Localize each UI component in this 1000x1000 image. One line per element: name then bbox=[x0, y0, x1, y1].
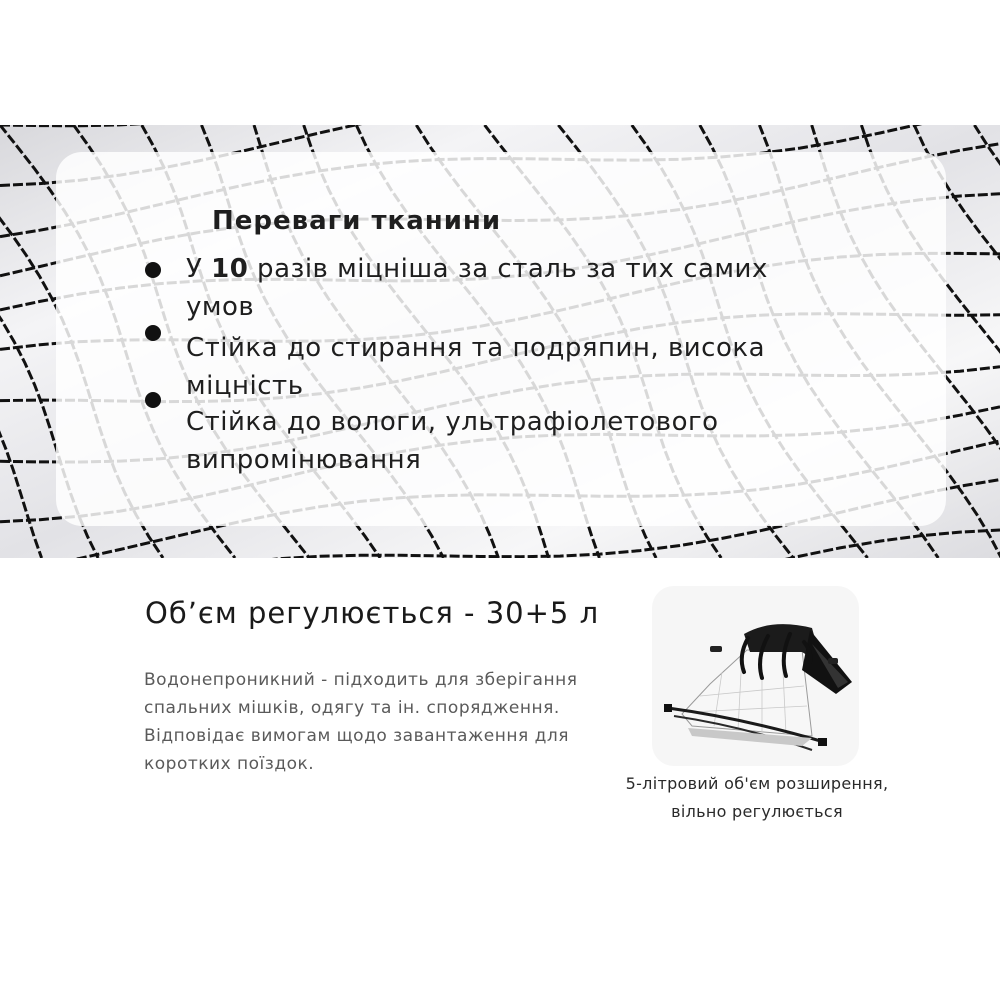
volume-description-line: спальних мішків, одягу та ін. спорядження. bbox=[144, 698, 560, 718]
bullet-dot-icon bbox=[145, 262, 161, 278]
bullet-dot-icon bbox=[145, 325, 161, 341]
volume-description-line: коротких поїздок. bbox=[144, 754, 315, 774]
benefit-moisture-line2: випромінювання bbox=[186, 445, 422, 475]
benefit-moisture-line1: Стійка до вологи, ультрафіолетового bbox=[186, 407, 719, 437]
benefit-strength-line2: умов bbox=[186, 292, 255, 322]
product-caption-line: вільно регулюється bbox=[671, 802, 843, 821]
bullet-dot-icon bbox=[145, 392, 161, 408]
benefit-strength-suffix: разів міцніша за сталь за тих самих bbox=[248, 254, 768, 284]
product-caption bbox=[600, 770, 914, 826]
volume-description-line: Водонепроникний - підходить для зберігання bbox=[144, 670, 578, 690]
volume-description-line: Відповідає вимогам щодо завантаження для bbox=[144, 726, 569, 746]
fabric-benefits-card bbox=[56, 152, 946, 526]
volume-description bbox=[144, 666, 634, 778]
fabric-benefits-title: Переваги тканини bbox=[212, 206, 502, 236]
volume-title: Об’єм регулюється - 30+5 л bbox=[145, 596, 600, 630]
backpack-illustration bbox=[652, 586, 859, 766]
benefit-strength-prefix: У bbox=[186, 254, 212, 284]
benefit-abrasion-line1: Стійка до стирання та подряпин, висока bbox=[186, 333, 766, 363]
product-caption-line: 5-літровий об'єм розширення, bbox=[625, 774, 889, 793]
benefit-abrasion-line2: міцність bbox=[186, 371, 304, 401]
backpack-expansion-image bbox=[652, 586, 859, 766]
benefit-strength-line1 bbox=[186, 254, 768, 284]
benefit-strength-number: 10 bbox=[211, 254, 249, 284]
